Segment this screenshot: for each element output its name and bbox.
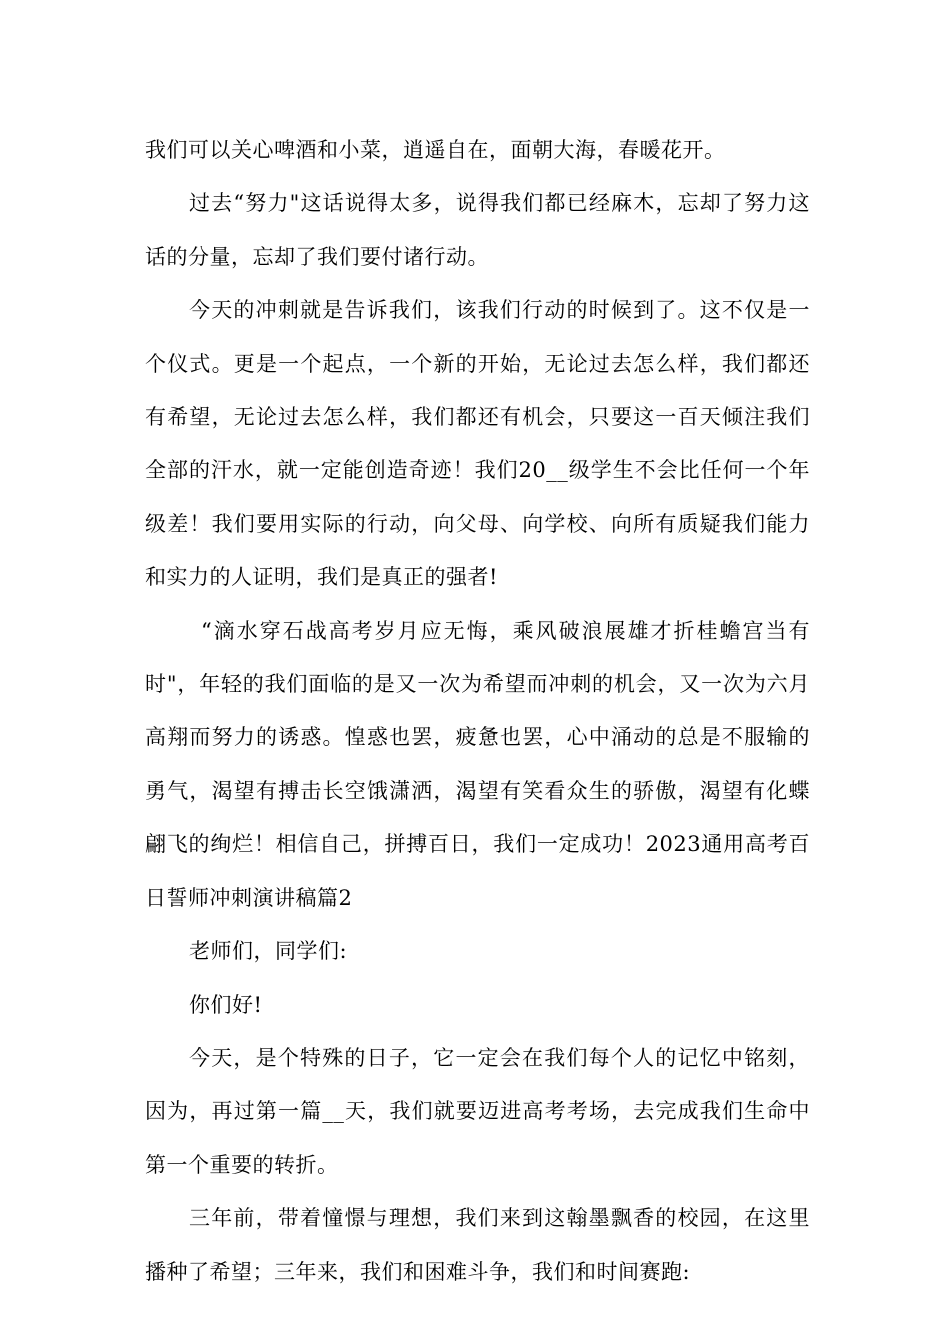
paragraph-5: 老师们，同学们:	[189, 939, 348, 964]
paragraph-7: 今天，是个特殊的日子，它一定会在我们每个人的记忆中铭刻，因为，再过第一篇__天，我们就要迈进高考考场，去完成我们生命中第一个重要的转折。	[145, 1045, 810, 1177]
paragraph-6: 你们好!	[189, 992, 263, 1017]
document-body	[145, 124, 810, 1299]
paragraph-8: 三年前，带着憧憬与理想，我们来到这翰墨飘香的校园，在这里播种了希望；三年来，我们和困难斗争，我们和时间赛跑:	[145, 1206, 810, 1284]
paragraph-2: 过去“努力"这话说得太多，说得我们都已经麻木，忘却了努力这话的分量，忘却了我们要付诸行动。	[145, 191, 810, 269]
paragraph-4: “滴水穿石战高考岁月应无悔，乘风破浪展雄才折桂蟾宫当有时"，年轻的我们面临的是又一次为希望而冲刺的机会，又一次为六月高翔而努力的诱惑。惶惑也罢，疲惫也罢，心中涌动的总是不服输的勇气，渴望有搏击长空饿潇洒，渴望有笑看众生的骄傲，渴望有化蝶翩飞的绚烂！相信自己，拼搏百日，我们一定成功！2023通用高考百日誓师冲刺演讲稿篇2	[145, 618, 810, 910]
paragraph-1: 我们可以关心啤酒和小菜，逍遥自在，面朝大海，春暖花开。	[145, 138, 726, 162]
paragraph-3: 今天的冲刺就是告诉我们，该我们行动的时候到了。这不仅是一个仪式。更是一个起点，一个新的开始，无论过去怎么样，我们都还有希望，无论过去怎么样，我们都还有机会，只要这一百天倾注我们全部的汗水，就一定能创造奇迹！我们20__级学生不会比任何一个年级差！我们要用实际的行动，向父母、向学校、向所有质疑我们能力和实力的人证明，我们是真正的强者!	[145, 298, 810, 590]
